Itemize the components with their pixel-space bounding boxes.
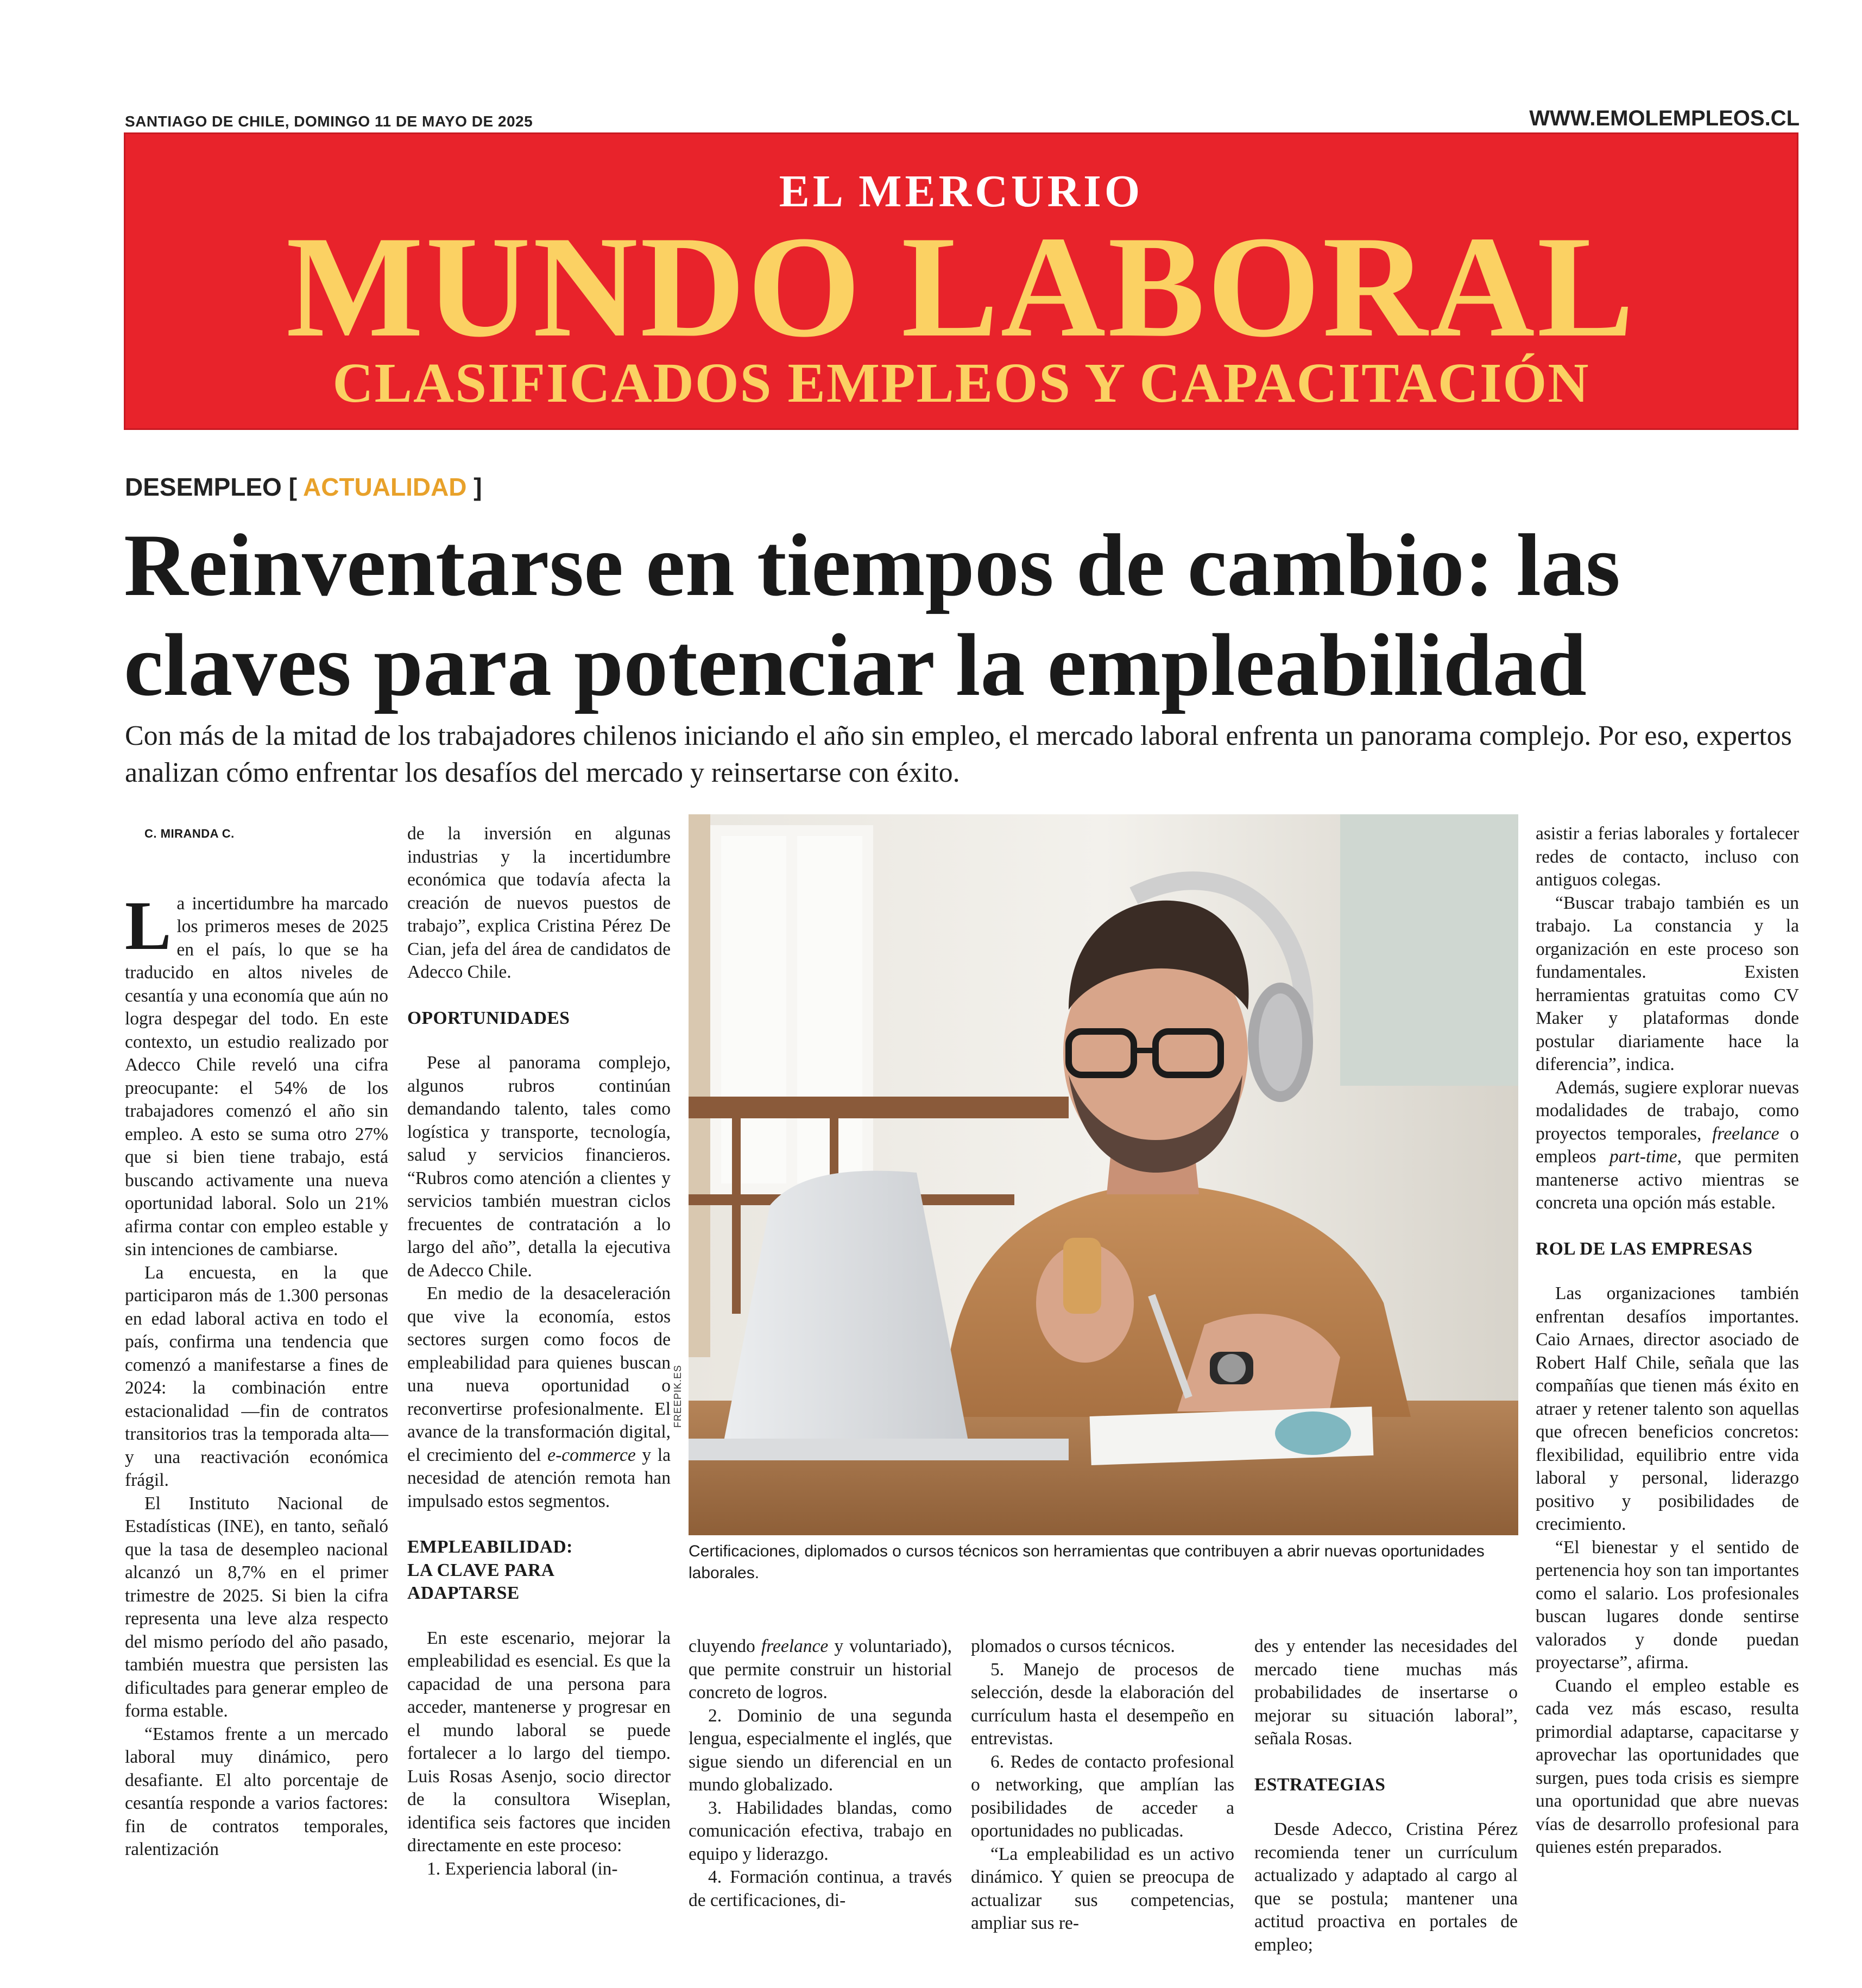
subheading-oportunidades: OPORTUNIDADES [407,1008,570,1028]
article-column-5 [1254,1635,1518,1957]
body-paragraph: “La empleabilidad es un activo dinámico. Y quien se preocupa de actualizar sus competencias, ampliar sus re- [971,1844,1234,1933]
body-paragraph: plomados o cursos técnicos. [971,1636,1175,1656]
body-paragraph: El Instituto Nacional de Estadísticas (INE), en tanto, señaló que la tasa de desempleo nacional alcanzó un 8,7% en el primer trimestre de 2025. Si bien la cifra representa una leve alza respecto del mismo período del año pasado, también muestra que persisten las dificultades para generar empleo de forma estable. [125,1493,388,1721]
body-paragraph: 4. Formación continua, a través de certificaciones, di- [689,1867,952,1910]
body-paragraph: En este escenario, mejorar la empleabilidad es esencial. Es que la capacidad de una persona para acceder, mantenerse y progresar en el mundo laboral se puede fortalecer a lo largo del tiempo. Luis Rosas Asenjo, socio director de la consultora Wiseplan, identifica seis factores que inciden directamente en este proceso: [407,1628,671,1856]
body-text: Además, sugiere explorar nuevas modalidades de trabajo, como proyectos temporales, [1536,1077,1799,1144]
website-link[interactable]: WWW.EMOLEMPLEOS.CL [1529,106,1800,130]
body-paragraph: La encuesta, en la que participaron más de 1.300 personas en edad laboral activa en todo el país, confirma una tendencia que comenzó a manifestarse a fines de 2024: la combinación entre estacionalidad —fin de contratos transitorios tras la temporada alta— y una reactivación económica frágil. [125,1262,388,1490]
body-text: a incertidumbre ha marcado los primeros meses de 2025 en el país, lo que se ha traducido en altos niveles de cesantía y una economía que aún no logra despegar del todo. En este contexto, un estudio realizado por Adecco Chile reveló una cifra preocupante: el 54% de los trabajadores comenzó el año sin empleo. A esto se suma otro 27% que si bien tiene trabajo, está buscando activamente una nueva oportunidad laboral. Solo un 21% afirma contar con empleo estable y sin intenciones de cambiarse. [125,893,388,1259]
body-text: cluyendo [689,1636,761,1656]
dateline: SANTIAGO DE CHILE, DOMINGO 11 DE MAYO DE 2025 [125,113,533,130]
article-column-1 [125,822,388,1862]
body-text: y la necesidad de atención remota han impulsado estos segmentos. [407,1445,671,1511]
body-paragraph: “El bienestar y el sentido de pertenencia hoy son tan importantes como el salario. Los profesionales buscan lugares donde sentirse valorados y donde puedan proyectarse”, afirma. [1536,1537,1799,1673]
kicker-bracket-close: ] [466,473,482,501]
body-paragraph: Pese al panorama complejo, algunos rubros continúan demandando talento, tales como logística y transporte, tecnología, salud y servicios financieros. “Rubros como atención a clientes y servicios también muestran ciclos frecuentes de contratación a lo largo del año”, detalla la ejecutiva de Adecco Chile. [407,1053,671,1281]
kicker-topic: DESEMPLEO [125,473,282,501]
body-paragraph: de la inversión en algunas industrias y la incertidumbre económica que todavía afecta la creación de nuevos puestos de trabajo”, explica Cristina Pérez De Cian, jefa del área de candidatos de Adecco Chile. [407,824,671,982]
body-paragraph: 5. Manejo de procesos de selección, desde la elaboración del currículum hasta el desempeño en entrevistas. [971,1659,1234,1749]
lead-paragraph: Con más de la mitad de los trabajadores chilenos iniciando el año sin empleo, el mercado laboral enfrenta un panorama complejo. Por eso, expertos analizan cómo enfrentar los desafíos del mercado y reinsertarse con éxito. [125,720,1792,788]
body-paragraph: asistir a ferias laborales y fortalecer redes de contacto, incluso con antiguos colegas. [1536,824,1799,890]
body-paragraph: 2. Dominio de una segunda lengua, especialmente el inglés, que sigue siendo un diferencial en un mundo globalizado. [689,1705,952,1795]
body-text: o empleos [1536,1123,1800,1167]
subheading-line: ADAPTARSE [407,1583,520,1603]
byline: C. MIRANDA C. [144,827,235,840]
kicker-bracket-open: [ [281,473,303,501]
body-text-italic: freelance [1712,1123,1779,1144]
body-text: , que permiten mantenerse activo mientras se concreta una opción más estable. [1536,1147,1800,1213]
body-text: En medio de la desaceleración que vive la economía, estos sectores surgen como focos de empleabilidad para quienes buscan una nueva oportunidad o reconvertirse profesionalmente. El avance de la transformación digital, el crecimiento del [407,1283,671,1465]
masthead [124,132,1798,430]
photo-credit: FREEPIK.ES [672,1364,683,1428]
kicker [125,472,482,502]
body-paragraph: “Estamos frente a un mercado laboral muy dinámico, pero desafiante. El alto porcentaje de cesantía responde a varios factores: fin de contratos temporales, ralentización [125,1724,388,1859]
article-photo [689,814,1518,1535]
subheading-line: EMPLEABILIDAD: [407,1537,573,1557]
body-paragraph: Cuando el empleo estable es cada vez más escaso, resulta primordial adaptarse, capacitarse y aprovechar las oportunidades que surgen, pues toda crisis es siempre una oportunidad que abre nuevas vías de desarrollo profesional para quienes estén preparados. [1536,1675,1799,1857]
article-column-6 [1536,822,1799,1859]
subheading-rol-empresas: ROL DE LAS EMPRESAS [1536,1238,1753,1259]
drop-cap: L [125,887,172,964]
body-paragraph: Las organizaciones también enfrentan desafíos importantes. Caio Arnaes, director asociado de Robert Half Chile, señala que las compañías que tienen más éxito en atraer y retener talento son aquellas que ofrecen beneficios concretos: flexibilidad, equilibrio entre vida laboral y personal, liderazgo positivo y posibilidades de crecimiento. [1536,1283,1799,1534]
body-paragraph [407,1282,671,1513]
publisher-name: EL MERCURIO [779,166,1144,217]
body-paragraph: Desde Adecco, Cristina Pérez recomienda tener un currículum actualizado y adaptado al cargo al que se postula; mantener una actitud proactiva en portales de empleo; [1254,1819,1518,1955]
body-paragraph: 3. Habilidades blandas, como comunicación efectiva, trabajo en equipo y liderazgo. [689,1797,952,1864]
article-column-2 [407,822,671,1881]
body-text-italic: e-commerce [547,1445,636,1465]
body-paragraph: “Buscar trabajo también es un trabajo. La constancia y la organización en este proceso son fundamentales. Existen herramientas gratuitas como CV Maker y plataformas donde postular diariamente hace la diferencia”, indica. [1536,892,1799,1074]
section-title: MUNDO LABORAL [286,206,1637,367]
kicker-category: ACTUALIDAD [303,473,467,501]
article-column-3 [689,1635,952,1912]
body-paragraph: des y entender las necesidades del mercado tiene muchas más probabilidades de insertarse o mejorar su situación laboral”, señala Rosas. [1254,1636,1518,1749]
article-column-4 [971,1635,1234,1935]
body-text-italic: part-time [1609,1147,1677,1167]
body-paragraph: 1. Experiencia laboral (in- [427,1858,618,1879]
photo-caption: Certificaciones, diplomados o cursos técnicos son herramientas que contribuyen a abrir nuevas oportunidades laborales. [689,1542,1485,1582]
body-paragraph [1536,1077,1799,1215]
subheading-line: LA CLAVE PARA [407,1560,555,1580]
subheading-estrategias: ESTRATEGIAS [1254,1774,1386,1795]
body-paragraph [689,1635,952,1705]
body-text-italic: freelance [761,1636,829,1656]
section-subtitle: CLASIFICADOS EMPLEOS Y CAPACITACIÓN [332,352,1590,414]
subheading-empleabilidad [407,1536,671,1605]
body-paragraph: 6. Redes de contacto profesional o networking, que amplían las posibilidades de acceder a oportunidades no publicadas. [971,1751,1234,1841]
body-text: y voluntariado), que permite construir un historial concreto de logros. [689,1636,952,1702]
body-paragraph [125,887,388,1262]
photo-illustration [689,814,1518,1535]
headline: Reinventarse en tiempos de cambio: las claves para potenciar la empleabilidad [124,516,1620,714]
